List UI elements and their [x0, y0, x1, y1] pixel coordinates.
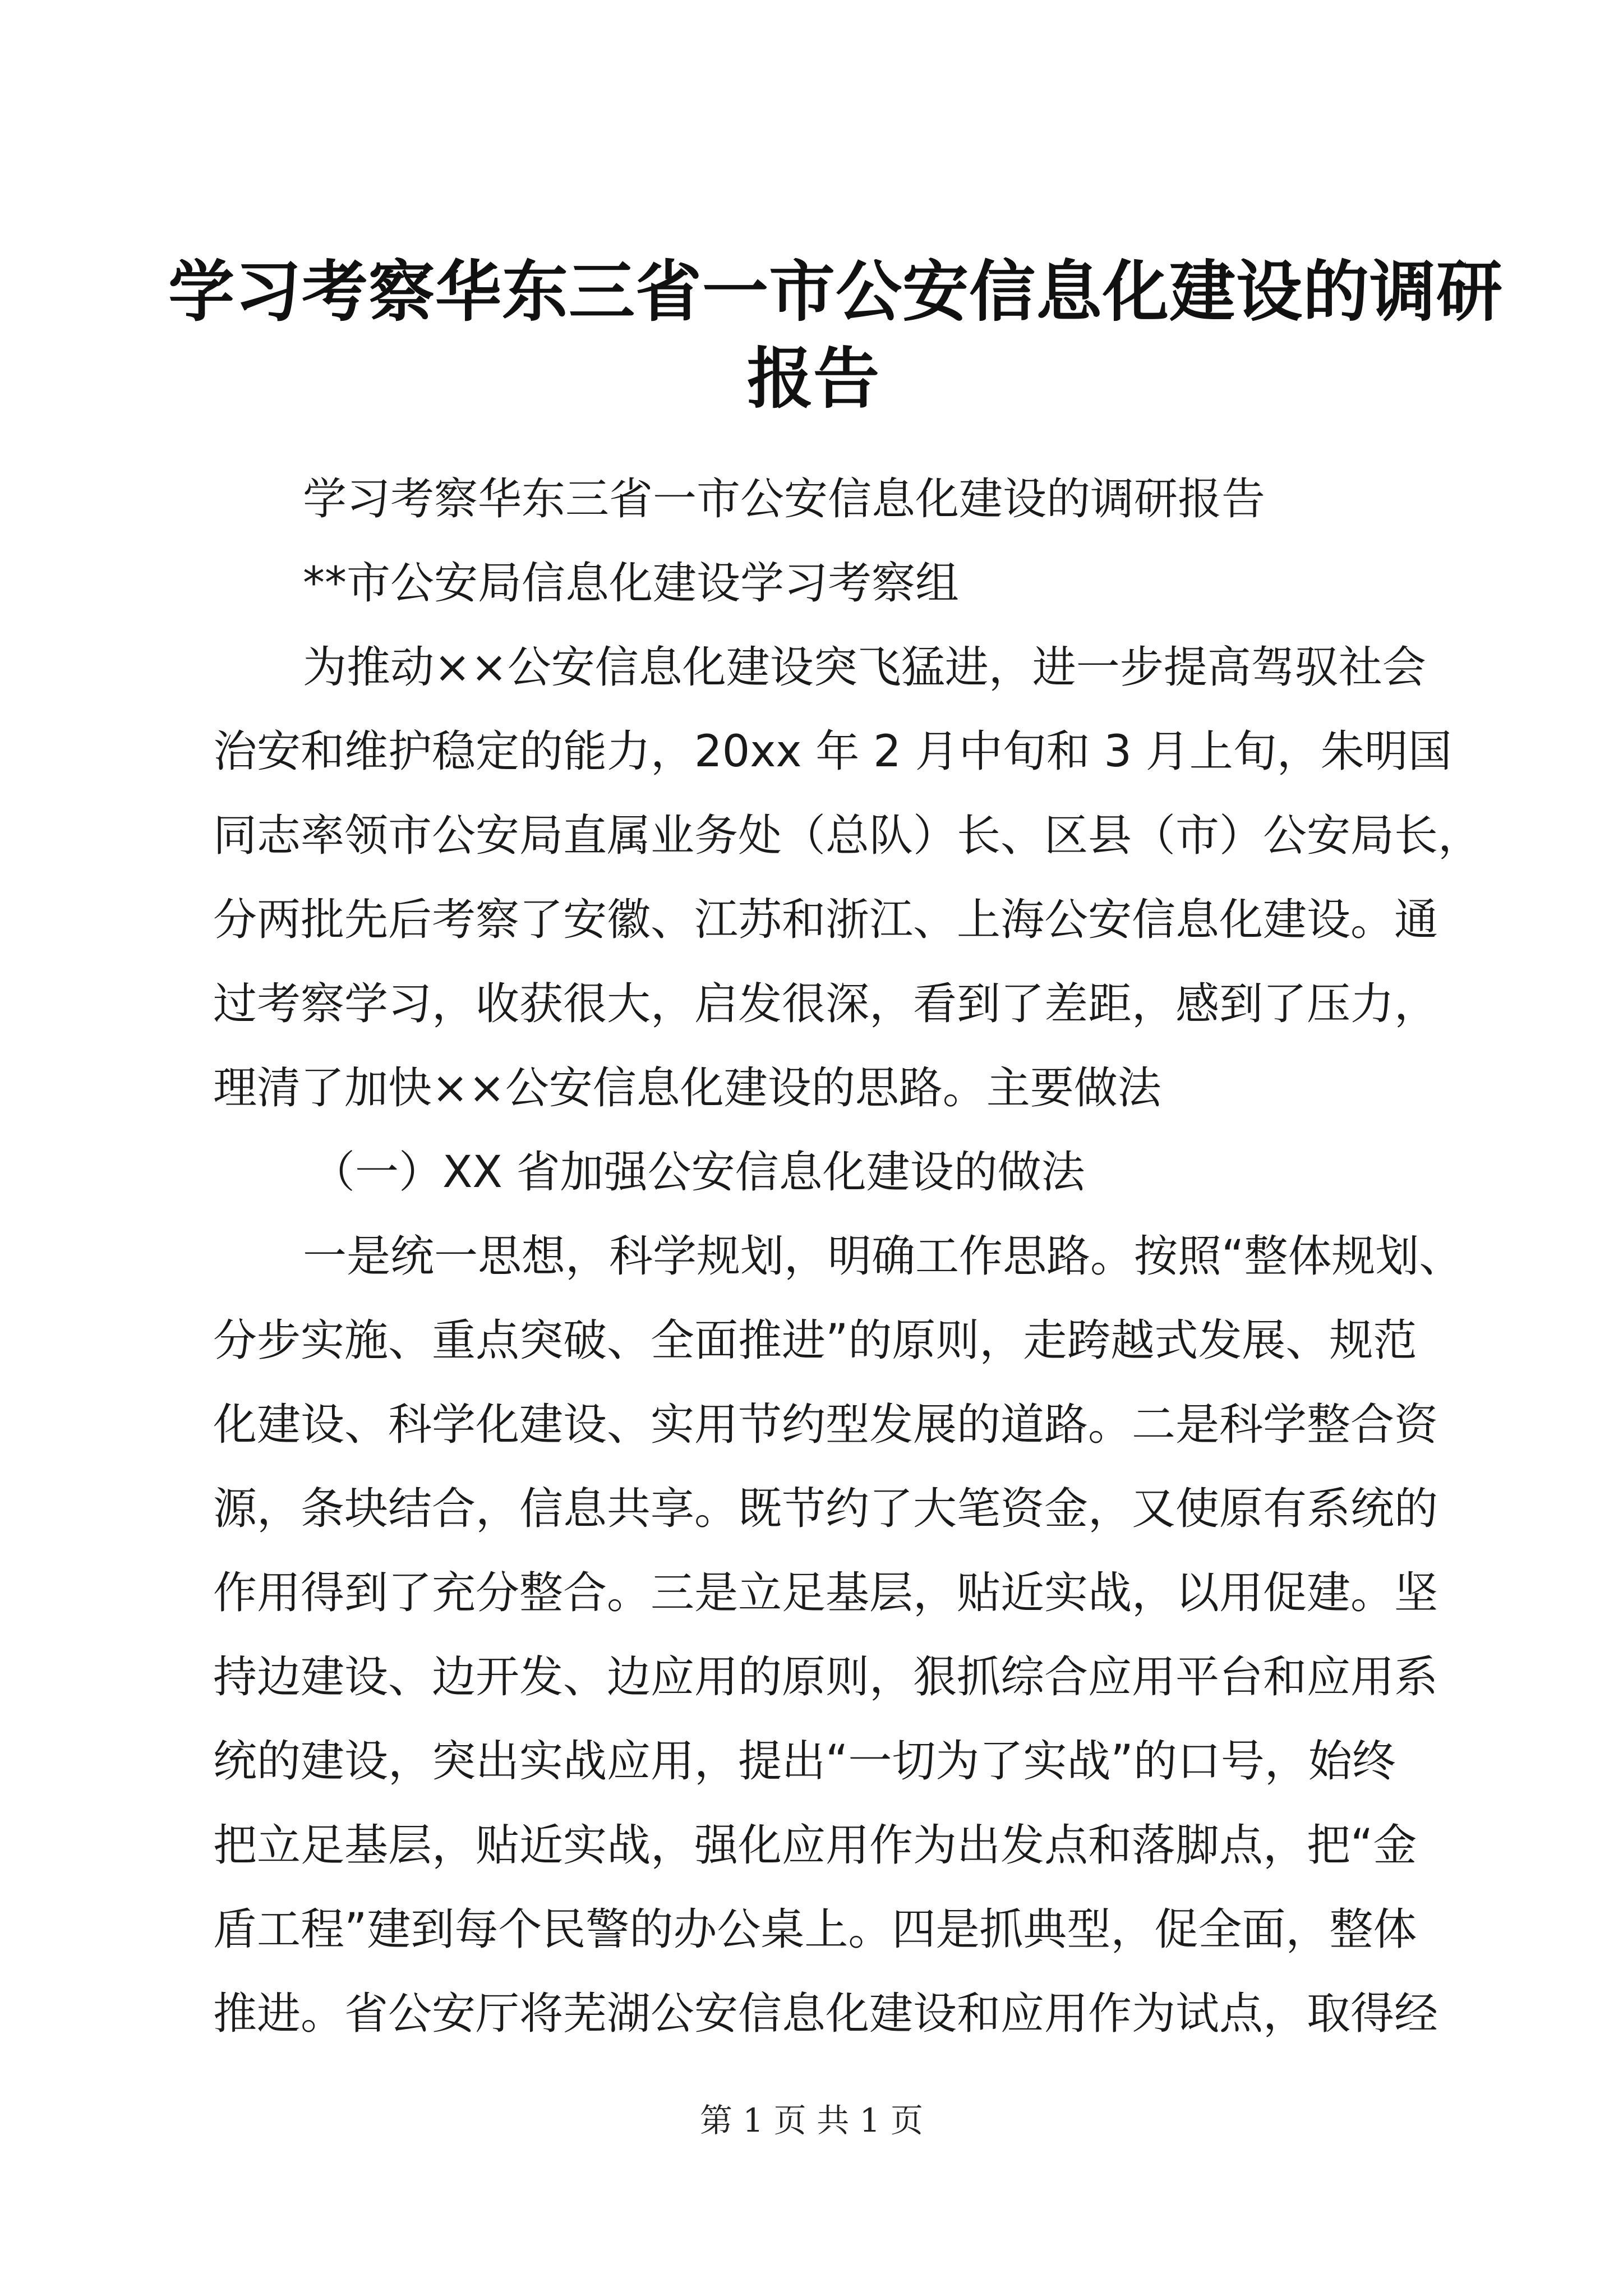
- paragraph-line: 统的建设，突出实战应用，提出“一切为了实战”的口号，始终: [213, 1736, 1396, 1787]
- paragraph-line: 源，条块结合，信息共享。既节约了大笔资金，又使原有系统的: [213, 1484, 1438, 1534]
- author-line: **市公安局信息化建设学习考察组: [303, 558, 960, 609]
- paragraph-line: 分两批先后考察了安徽、江苏和浙江、上海公安信息化建设。通: [213, 895, 1438, 945]
- paragraph-line: 治安和维护稳定的能力，20xx 年 2 月中旬和 3 月上旬，朱明国: [213, 726, 1452, 777]
- section-heading: （一）XX 省加强公安信息化建设的做法: [311, 1147, 1085, 1198]
- document-title-line-2: 报告: [746, 339, 879, 417]
- paragraph-line: 盾工程”建到每个民警的办公桌上。四是抓典型，促全面，整体: [213, 1904, 1417, 1955]
- paragraph-line: 同志率领市公安局直属业务处（总队）长、区县（市）公安局长，: [213, 811, 1482, 861]
- paragraph-line: 理清了加快××公安信息化建设的思路。主要做法: [213, 1063, 1161, 1114]
- paragraph-line: 持边建设、边开发、边应用的原则，狠抓综合应用平台和应用系: [213, 1652, 1438, 1703]
- document-title-line-1: 学习考察华东三省一市公安信息化建设的调研: [168, 252, 1504, 330]
- page-footer: 第 1 页 共 1 页: [700, 2101, 923, 2139]
- paragraph-line: 推进。省公安厅将芜湖公安信息化建设和应用作为试点，取得经: [213, 1989, 1438, 2039]
- paragraph-line: 把立足基层，贴近实战，强化应用作为出发点和落脚点，把“金: [213, 1820, 1417, 1871]
- subtitle: 学习考察华东三省一市公安信息化建设的调研报告: [303, 474, 1266, 524]
- paragraph-line: 分步实施、重点突破、全面推进”的原则，走跨越式发展、规范: [213, 1315, 1417, 1366]
- paragraph-line: 化建设、科学化建设、实用节约型发展的道路。二是科学整合资: [213, 1400, 1438, 1450]
- paragraph-line: 一是统一思想，科学规划，明确工作思路。按照“整体规划、: [303, 1231, 1463, 1282]
- paragraph-line: 为推动××公安信息化建设突飞猛进，进一步提高驾驭社会: [303, 642, 1426, 693]
- paragraph-line: 作用得到了充分整合。三是立足基层，贴近实战，以用促建。坚: [213, 1568, 1438, 1618]
- paragraph-line: 过考察学习，收获很大，启发很深，看到了差距，感到了压力，: [213, 979, 1438, 1029]
